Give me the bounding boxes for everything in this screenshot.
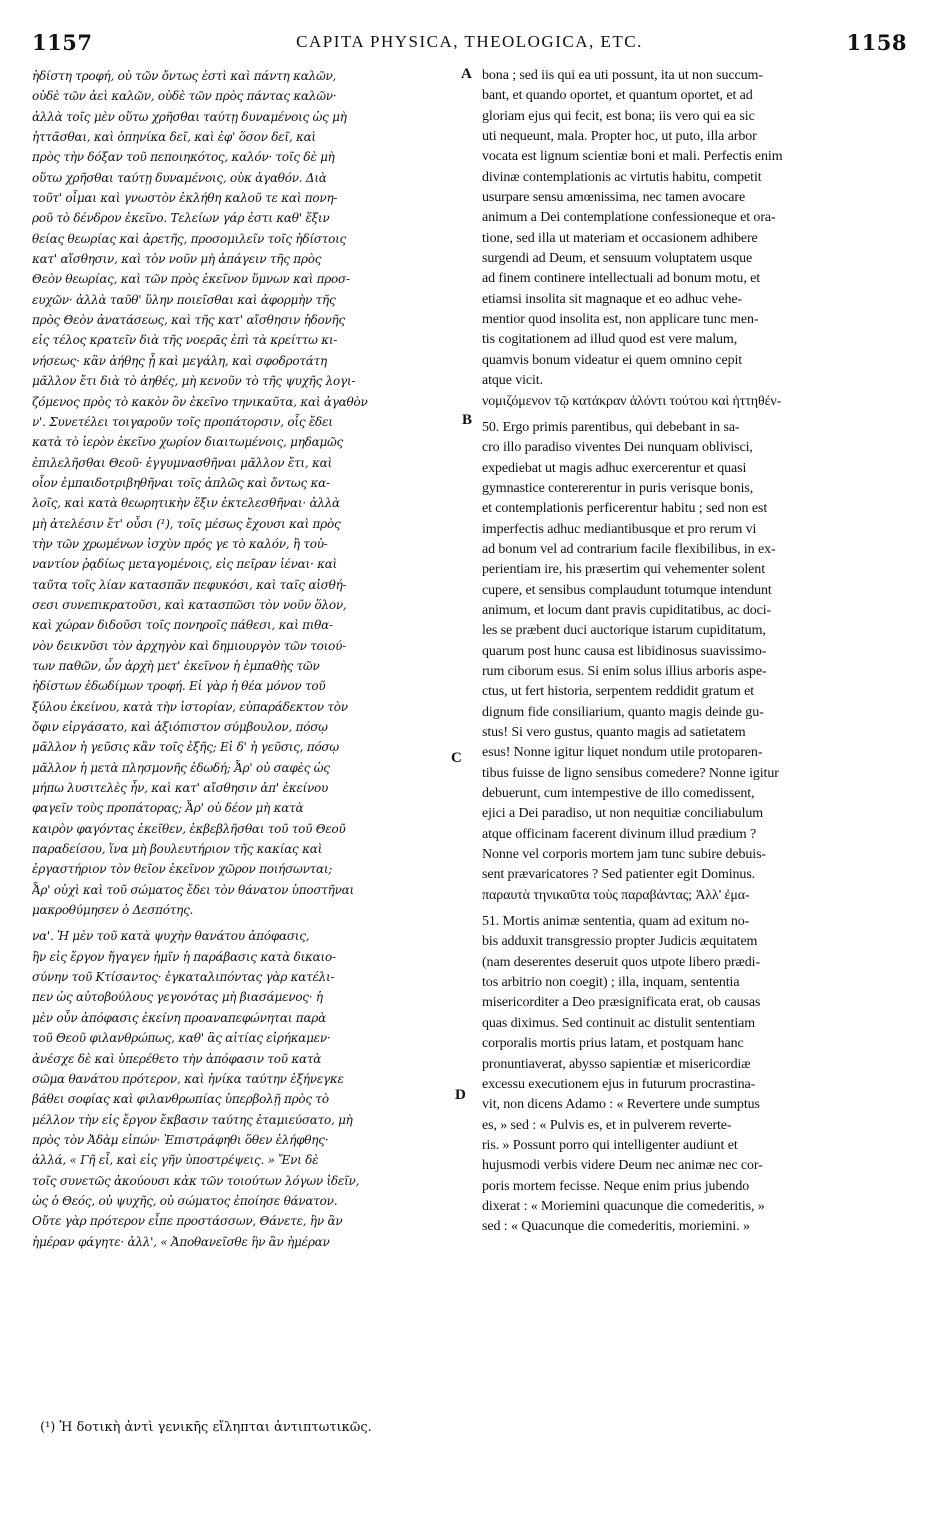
text-line: ἡμέραν φάγητε· ἀλλ', « Ἀποθανεῖσθε ἣν ἂν ἡμέραν xyxy=(32,1234,330,1249)
text-line: ἡδίστων ἐδωδίμων τροφή. Εἰ γὰρ ἡ θέα μόνον τοῦ xyxy=(32,679,326,694)
text-line: καιρὸν φαγόντας ἐκεῖθεν, ἐκβεβλῆσθαι τοῦ τοῦ Θεοῦ xyxy=(32,821,346,836)
text-line: quarum post hunc causa est libidinosus suavissimo- xyxy=(482,643,767,659)
text-line: ad finem continere intellectuali ad bonum motu, et xyxy=(482,271,761,287)
margin-marker-b: B xyxy=(462,412,473,428)
right-page-number: 1158 xyxy=(846,30,907,55)
text-line: Ἆρ' οὐχὶ καὶ τοῦ σώματος ἔδει τὸν θάνατον ὑποστῆναι xyxy=(32,882,354,897)
text-line: νομιζόμενον τῷ κατάκραν ἁλόντι τούτου καὶ ἡττηθέν- xyxy=(482,393,782,409)
text-line: (nam deserentes deseruit quos utpote libero prædi- xyxy=(482,954,761,970)
text-line: νὸν δεικνῦσι τὸν ἀρχηγὸν καὶ δημιουργὸν τῶν τοιού- xyxy=(32,638,346,653)
text-line: perientiam ire, his præsertim qui vehementer solent xyxy=(482,562,765,578)
text-line: κατ' αἴσθησιν, καὶ τὸν νοῦν μὴ ἀπάγειν τῆς πρὸς xyxy=(32,252,322,267)
latin-section-part1 xyxy=(482,66,902,412)
text-line: expediebat ut magis adhuc exercerentur et quasi xyxy=(482,460,747,476)
text-line: ἐπιλελῆσθαι Θεοῦ· ἐγγυμνασθῆναι μᾶλλον ἔτι, καὶ xyxy=(32,455,332,470)
text-line: ὄφιν εἰργάσατο, καὶ ἀξιόπιστον σύμβουλον, πόσῳ xyxy=(32,720,328,734)
text-line: ἀνέσχε δὲ καὶ ὑπερέθετο τὴν ἀπόφασιν τοῦ κατὰ xyxy=(32,1051,322,1066)
greek-section-part2 xyxy=(32,926,462,1252)
text-line: ad bonum vel ad contrarium facile flexibilibus, in ex- xyxy=(482,541,776,557)
margin-marker-a: A xyxy=(461,66,472,82)
text-line: ἀλλὰ τοῖς μὲν οὕτω χρῆσθαι ταύτῃ δυναμένοις ὡς μὴ xyxy=(32,109,347,124)
text-line: τοῦτ' οἶμαι καὶ γνωστὸν ἐκλήθη καλοῦ τε καὶ πονη- xyxy=(32,191,338,206)
text-line: pronuntiaverat, abysso sapientiæ et misericordiæ xyxy=(482,1056,751,1072)
text-line: μὲν οὖν ἀπόφασις ἐκείνη προαναπεφώνηται παρὰ xyxy=(32,1010,326,1025)
text-line: θείας θεωρίας καὶ ἀρετῆς, προσομιλεῖν τοῖς ἡδίστοις xyxy=(32,231,347,246)
text-line: atque vicit. xyxy=(482,373,544,389)
text-line: πρὸς Θεὸν ἀνατάσεως, καὶ τῆς κατ' αἴσθησιν ἡδονῆς xyxy=(32,313,345,328)
text-line: bant, et quando oportet, et quantum oportet, et ad xyxy=(482,88,753,104)
text-line: uti nequeunt, mala. Propter hoc, ut puto, illa arbor xyxy=(482,129,757,145)
text-line: divinæ contemplationis ac virtutis habitu, competit xyxy=(482,169,762,185)
text-line: tibus fuisse de ligno sensibus comedere? Nonne igitur xyxy=(482,765,779,781)
margin-marker-d: D xyxy=(455,1087,466,1103)
text-line: μᾶλλον ἡ μετὰ πλησμονῆς ἐδωδή; Ἆρ' οὐ σαφὲς ὡς xyxy=(32,760,330,775)
text-line: ctus, ut fert historia, serpentem reddidit gratum et xyxy=(482,684,754,700)
text-line: usurpare sensu amœnissima, nec tamen avocare xyxy=(482,190,746,206)
text-line: vocata est lignum scientiæ boni et mali. Perfectis enim xyxy=(482,149,783,165)
text-line: imperfectis adhuc mediantibusque et pro rerum vi xyxy=(482,521,757,537)
text-line: ζόμενος πρὸς τὸ κακὸν ὂν ἐκεῖνο τηνικαῦτα, καὶ ἀγαθὸν xyxy=(32,394,368,409)
text-line: πρὸς τὴν δόξαν τοῦ πεποιηκότος, καλόν· τοῖς δὲ μὴ xyxy=(32,150,335,165)
text-line: σεσι συνεπικρατοῦσι, καὶ κατασπῶσι τὸν νοῦν ὅλον, xyxy=(32,597,347,612)
text-line: vit, non dicens Adamo : « Revertere unde sumptus xyxy=(482,1097,760,1113)
text-line: sed : « Quacunque die comederitis, moriemini. » xyxy=(482,1219,750,1235)
left-page-number: 1157 xyxy=(32,30,93,55)
footnote: (¹) Ἡ δοτικὴ ἀντὶ γενικῆς εἴληπται ἀντιπτωτικῶς. xyxy=(40,1420,372,1435)
text-line: μᾶλλον ἡ γεῦσις κἂν τοῖς ἑξῆς; Εἰ δ' ἡ γεῦσις, πόσῳ xyxy=(32,740,339,755)
text-line: 50. Ergo primis parentibus, qui debebant in sa- xyxy=(482,419,740,435)
text-line: bis adduxit transgressio propter Judicis æquitatem xyxy=(482,934,758,950)
text-line: les se præbent duci auctorique istarum cupiditatum, xyxy=(482,623,766,639)
text-line: τοῦ Θεοῦ φιλανθρώπως, καθ' ἃς αἰτίας εἰρήκαμεν· xyxy=(32,1031,331,1046)
text-line: βάθει σοφίας καὶ φιλανθρωπίας ὑπερβολῇ πρὸς τὸ xyxy=(32,1092,329,1107)
text-line: tis cogitationem ad illud quod est vere malum, xyxy=(482,332,738,348)
running-title: CAPITA PHYSICA, THEOLOGICA, ETC. xyxy=(296,32,643,51)
text-line: ejici a Dei paradiso, ut non nequitiæ conciliabulum xyxy=(482,806,764,822)
text-line: animum, et locum dant pravis cupiditatibus, ac doci- xyxy=(482,602,772,618)
text-line: μᾶλλον ἔτι διὰ τὸ ἀηθές, μὴ κενοῦν τὸ τῆς ψυχῆς λογι- xyxy=(32,374,356,389)
text-line: cupere, et sensibus complaudunt totumque intendunt xyxy=(482,582,772,598)
greek-text-column xyxy=(32,66,462,1252)
text-line: Nonne vel corporis mortem jam tunc subire debuis- xyxy=(482,847,766,863)
text-line: τοῖς συνετῶς ἀκούουσι κἀκ τῶν τοιούτων λόγων ἰδεῖν, xyxy=(32,1173,360,1188)
text-line: corporalis mortis prius latam, et postquam hanc xyxy=(482,1036,744,1052)
text-line: ἀλλά, « Γῆ εἶ, καὶ εἰς γῆν ὑποστρέψεις. » Ἔνι δὲ xyxy=(32,1153,319,1168)
latin-section-part2 xyxy=(482,418,902,906)
text-line: νήσεως· κἂν ἀήθης ᾖ καὶ μεγάλη, καὶ σφοδροτάτη xyxy=(32,353,327,368)
text-line: poris mortem fecisse. Neque enim prius jubendo xyxy=(482,1178,750,1194)
text-line: ταῦτα τοῖς λίαν κατασπᾶν πεφυκόσι, καὶ ταῖς αἰσθή- xyxy=(32,577,347,592)
text-line: tione, sed illa ut materiam et occasionem adhibere xyxy=(482,230,758,246)
text-line: ἣν εἰς ἔργον ἤγαγεν ἡμῖν ἡ παράβασις κατὰ δικαιο- xyxy=(32,949,336,964)
text-line: οἷον ἐμπαιδοτριβηθῆναι τοῖς ἁπλῶς καὶ ὄντως κα- xyxy=(32,475,330,490)
text-line: et contemplationis perficerentur habitu ; sed non est xyxy=(482,501,768,517)
margin-marker-c: C xyxy=(451,750,462,766)
text-line: cro illo paradiso viventes Dei nunquam oblivisci, xyxy=(482,440,753,456)
text-line: ἡττᾶσθαι, καὶ ὁπηνίκα δεῖ, καὶ ἐφ' ὅσον δεῖ, καὶ xyxy=(32,130,316,145)
text-line: dixerat : « Moriemini quacunque die comederitis, » xyxy=(482,1198,765,1214)
text-line: etiamsi insolita sit magnaque et eo adhuc vehe- xyxy=(482,291,743,307)
text-line: ris. » Possunt porro qui intelligenter audiunt et xyxy=(482,1137,738,1153)
text-line: των παθῶν, ὧν ἀρχὴ μετ' ἐκεῖνον ἡ ἐμπαθὴς τῶν xyxy=(32,658,320,673)
text-line: mentior quod insolita est, non applicare tunc men- xyxy=(482,312,759,328)
text-line: gymnastice contererentur in puris verisque bonis, xyxy=(482,480,754,496)
text-line: excessu executionem ejus in futurum procrastina- xyxy=(482,1076,756,1092)
text-line: εἰς τέλος κρατεῖν διὰ τῆς νοερᾶς ἐπὶ τὰ κρείττω κι- xyxy=(32,333,338,348)
text-line: κατὰ τὸ ἱερὸν ἐκεῖνο χωρίον διαιτωμένοις, μηδαμῶς xyxy=(32,435,344,450)
page-header xyxy=(32,30,907,60)
greek-section-part1 xyxy=(32,66,462,920)
text-line: μήπω λυσιτελὲς ἦν, καὶ κατ' αἴσθησιν ἀπ' ἐκείνου xyxy=(32,781,329,796)
text-line: λοῖς, καὶ κατὰ θεωρητικὴν ἕξιν ἐκτελεσθῆναι· ἀλλὰ xyxy=(32,496,340,511)
text-line: πρὸς τὸν Ἀδὰμ εἰπών· Ἐπιστράφηθι ὅθεν ἐλήφθης· xyxy=(32,1132,329,1147)
text-line: dignum fide consiliarium, quanto magis deinde gu- xyxy=(482,704,764,720)
text-line: atque officinam facerent divinum illud prædium ? xyxy=(482,826,757,842)
text-line: παραυτὰ τηνικαῦτα τοὺς παραβάντας; Ἀλλ' ἐμα- xyxy=(482,887,750,903)
text-line: tos arbitrio non coegit) ; illa, inquam, sententia xyxy=(482,975,740,991)
text-line: ἐργαστήριον τὸν θεῖον ἐκεῖνον χῶρον ποιήσωνται; xyxy=(32,862,333,877)
text-line: φαγεῖν τοὺς προπάτορας; Ἆρ' οὐ δέον μὴ κατὰ xyxy=(32,801,304,816)
latin-section-part3 xyxy=(482,912,902,1238)
text-line: surgendi ad Deum, et sensuum voluptatem usque xyxy=(482,251,753,267)
text-line: animum a Dei contemplatione confessioneque et ora- xyxy=(482,210,776,226)
text-line: ἡδίστη τροφή, οὐ τῶν ὄντως ἐστὶ καὶ πάντη καλῶν, xyxy=(32,69,337,83)
text-line: Οὔτε γὰρ πρότερον εἶπε προστάσσων, Θάνετε, ἣν ἂν xyxy=(32,1214,343,1229)
text-line: οὕτω χρῆσθαι ταύτῃ δυναμένοις, οὐκ ἀγαθόν. Διὰ xyxy=(32,170,327,185)
text-line: οὐδὲ τῶν ἀεὶ καλῶν, οὐδὲ τῶν πρὸς πάντας καλῶν· xyxy=(32,89,337,104)
text-line: μέλλον τὴν εἰς ἔργον ἔκβασιν ταύτης ἐταμιεύσατο, μὴ xyxy=(32,1112,353,1127)
text-line: es, » sed : « Pulvis es, et in pulverem reverte- xyxy=(482,1117,732,1133)
text-line: ξύλου ἐκείνου, κατὰ τὴν ἱστορίαν, εὐπαράδεκτον τὸν xyxy=(32,699,348,714)
text-line: παραδείσου, ἵνα μὴ βουλευτήριον τῆς κακίας καὶ xyxy=(32,842,323,857)
text-line: Θεὸν θεωρίας, καὶ τῶν πρὸς ἐκεῖνον ὕμνων καὶ προσ- xyxy=(32,272,350,287)
text-line: σύνην τοῦ Κτίσαντος· ἐγκαταλιπόντας γὰρ κατέλι- xyxy=(32,970,335,985)
text-line: hujusmodi verbis videre Deum nec animæ nec cor- xyxy=(482,1158,763,1174)
text-line: sent prævaricatores ? Sed patienter egit Dominus. xyxy=(482,867,756,883)
text-line: misericorditer a Deo præsignificata erat, ob causas xyxy=(482,995,761,1011)
text-line: ὡς ὁ Θεός, οὐ ψυχῆς, οὐ σώματος ἐποίησε θάνατον. xyxy=(32,1193,338,1208)
text-line: σῶμα θανάτου πρότερον, καὶ ἡνίκα ταύτην ἐξήνεγκε xyxy=(32,1071,344,1086)
text-line: μακροθύμησεν ὁ Δεσπότης. xyxy=(32,903,194,918)
text-line: τὴν τῶν χρωμένων ἰσχὺν πρός γε τὸ καλόν, ἢ τοὐ- xyxy=(32,536,328,551)
text-line: πεν ὡς αὐτοβούλους γεγονότας μὴ βιασάμενος· ἡ xyxy=(32,990,323,1005)
text-line: 51. Mortis animæ sententia, quam ad exitum no- xyxy=(482,914,750,930)
text-line: ν'. Συνετέλει τοιγαροῦν τοῖς προπάτορσιν, οἷς ἔδει xyxy=(32,414,333,429)
text-line: gloriam ejus qui fecit, est bona; iis vero qui ea sic xyxy=(482,108,755,124)
text-line: esus! Nonne igitur liquet nondum utile protoparen- xyxy=(482,745,763,761)
text-line: quamvis bonum videatur ei quem omnino cepit xyxy=(482,352,743,368)
text-line: να'. Ἡ μὲν τοῦ κατὰ ψυχὴν θανάτου ἀπόφασις, xyxy=(32,929,310,944)
text-line: ευχῶν· ἀλλὰ ταῦθ' ὕλην ποιεῖσθαι καὶ ἀφορμὴν τῆς xyxy=(32,292,336,307)
text-line: rum ciborum esus. Si enim solus illius arboris aspe- xyxy=(482,663,767,679)
text-line: debuerunt, cum intempestive de illo comedissent, xyxy=(482,786,755,802)
text-line: καὶ χώραν διδοῦσι τοῖς πονηροῖς πάθεσι, καὶ πιθα- xyxy=(32,618,333,633)
text-line: ροῦ τὸ δένδρον ἐκεῖνο. Τελείων γάρ ἐστι καθ' ἕξιν xyxy=(32,211,330,226)
text-line: bona ; sed iis qui ea uti possunt, ita ut non succum- xyxy=(482,68,763,83)
text-line: ναντίον ῥᾳδίως μεταγομένοις, εἰς πεῖραν ἰέναι· καὶ xyxy=(32,557,338,572)
text-line: stus! Si vero gustus, quanto magis ad satietatem xyxy=(482,725,746,740)
text-line: μὴ ἀτελέσιν ἔτ' οὖσι (¹), τοῖς μέσως ἔχουσι καὶ πρὸς xyxy=(32,516,341,531)
latin-text-column xyxy=(482,66,902,1238)
text-line: quas diximus. Sed continuit ac distulit sententiam xyxy=(482,1015,756,1031)
